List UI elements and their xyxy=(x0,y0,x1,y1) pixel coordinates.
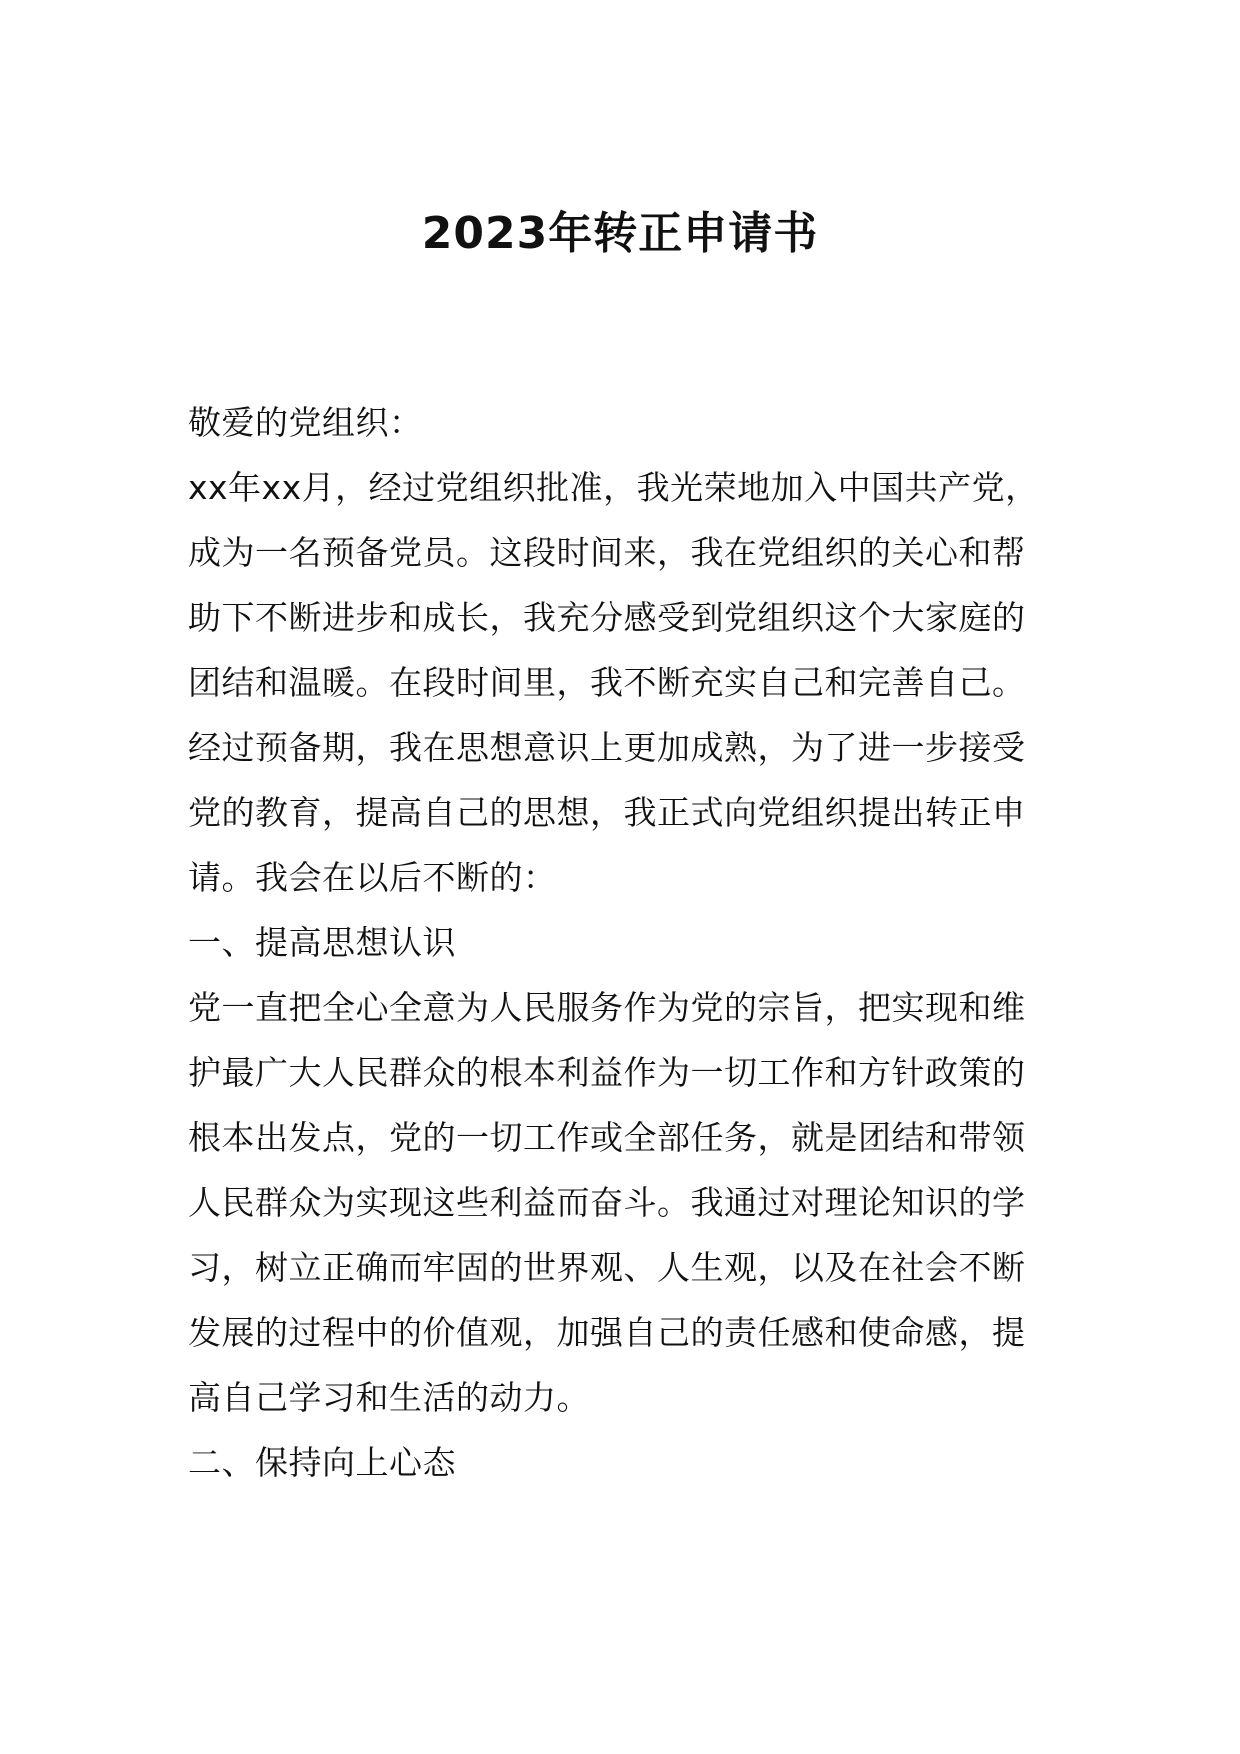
paragraph-line: 高自己学习和生活的动力。 xyxy=(188,1378,590,1417)
document-title: 2023年转正申请书 xyxy=(421,208,819,259)
salutation: 敬爱的党组织： xyxy=(188,403,423,442)
paragraph-line: 经过预备期，我在思想意识上更加成熟，为了进一步接受 xyxy=(188,728,1026,767)
section-heading: 一、提高思想认识 xyxy=(188,923,456,962)
paragraph-line: 请。我会在以后不断的： xyxy=(188,858,557,897)
paragraph-line: 助下不断进步和成长，我充分感受到党组织这个大家庭的 xyxy=(188,598,1026,637)
paragraph-line: 党的教育，提高自己的思想，我正式向党组织提出转正申 xyxy=(188,793,1026,832)
paragraph-line: xx年xx月，经过党组织批准，我光荣地加入中国共产党， xyxy=(188,468,1039,507)
paragraph-line: 党一直把全心全意为人民服务作为党的宗旨，把实现和维 xyxy=(188,988,1026,1027)
paragraph-line: 人民群众为实现这些利益而奋斗。我通过对理论知识的学 xyxy=(188,1183,1026,1222)
paragraph-line: 成为一名预备党员。这段时间来，我在党组织的关心和帮 xyxy=(188,533,1026,572)
paragraph-line: 团结和温暖。在段时间里，我不断充实自己和完善自己。 xyxy=(188,663,1026,702)
paragraph-line: 发展的过程中的价值观，加强自己的责任感和使命感，提 xyxy=(188,1313,1026,1352)
paragraph-line: 习，树立正确而牢固的世界观、人生观，以及在社会不断 xyxy=(188,1248,1026,1287)
paragraph-line: 护最广大人民群众的根本利益作为一切工作和方针政策的 xyxy=(188,1053,1026,1092)
paragraph-line: 根本出发点，党的一切工作或全部任务，就是团结和带领 xyxy=(188,1118,1026,1157)
document-body xyxy=(188,390,1052,1495)
section-heading: 二、保持向上心态 xyxy=(188,1443,456,1482)
